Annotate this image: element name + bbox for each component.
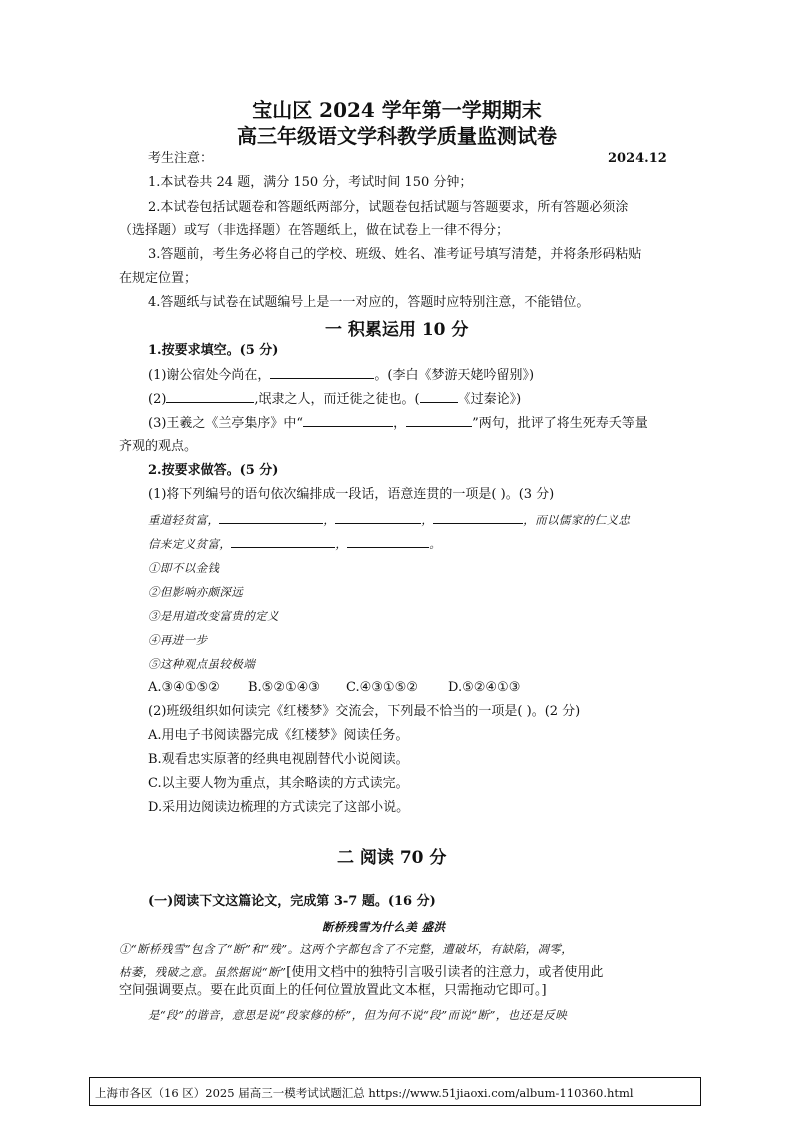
- q1-1-source: 。(李白《梦游天姥吟留别》): [374, 368, 535, 383]
- option-b: B.⑤②①④③: [248, 680, 320, 695]
- notice-item-2: 2.本试卷包括试题卷和答题纸两部分，试题卷包括试题与答题要求，所有答题必须涂: [148, 200, 629, 215]
- item-5: ⑤这种观点虽较极端: [148, 657, 256, 671]
- notice-item-1: 1.本试卷共 24 题，满分 150 分，考试时间 150 分钟；: [148, 175, 473, 190]
- blank[interactable]: [335, 512, 421, 524]
- passage-sep: ，: [335, 537, 348, 551]
- blank[interactable]: [166, 391, 254, 403]
- q1-3-sep: ，: [393, 416, 407, 431]
- item-4: ④再进一步: [148, 633, 208, 647]
- q2-title: 2.按要求做答。(5 分): [148, 463, 279, 478]
- blank[interactable]: [231, 536, 335, 548]
- q1-3: [148, 415, 648, 432]
- blank[interactable]: [433, 512, 523, 524]
- item-1: ①即不以金钱: [148, 561, 220, 575]
- passage-end: 。: [429, 537, 442, 551]
- q2-2-option-d: D.采用边阅读边梳理的方式读完了这部小说。: [148, 800, 410, 815]
- item-3: ③是用道改变富贵的定义: [148, 609, 279, 623]
- q2-2-option-b: B.观看忠实原著的经典电视剧替代小说阅读。: [148, 752, 409, 767]
- q1-title: 1.按要求填空。(5 分): [148, 343, 279, 358]
- notice-label: 考生注意：: [148, 151, 214, 166]
- reading-sub1: (一)阅读下文这篇论文，完成第 3-7 题。(16 分): [148, 894, 436, 909]
- exam-date: 2024.12: [608, 151, 667, 166]
- passage-sep: ，: [421, 513, 434, 527]
- footer-link[interactable]: 上海市各区（16 区）2025 届高三一模考试试题汇总 https://www.51jiaoxi.com/album-110360.html: [95, 1086, 634, 1100]
- notice-item-4: 4.答题纸与试卷在试题编号上是一一对应的，答题时应特别注意，不能错位。: [148, 295, 590, 310]
- textbox-placeholder[interactable]: [使用文档中的独特引言吸引读者的注意力，或者使用此: [286, 965, 604, 980]
- blank[interactable]: [406, 415, 472, 427]
- q2-2-option-a: A.用电子书阅读器完成《红楼梦》阅读任务。: [148, 728, 409, 743]
- passage-text: 重道轻贫富，: [148, 513, 220, 527]
- article-title: 断桥残雪为什么美 盛洪: [322, 920, 446, 934]
- q2-2: (2)班级组织如何读完《红楼梦》交流会，下列最不恰当的一项是( )。(2 分): [148, 704, 581, 719]
- q1-3-text: (3)王羲之《兰亭集序》中“: [148, 416, 304, 431]
- blank[interactable]: [270, 367, 374, 379]
- article-para1-line2: [119, 961, 603, 980]
- q1-1: [148, 367, 534, 384]
- exam-title-line2: 高三年级语文学科教学质量监测试卷: [237, 124, 557, 148]
- blank[interactable]: [420, 391, 458, 403]
- passage-sep: ，: [323, 513, 336, 527]
- notice-item-2-cont: （选择题）或写（非选择题）在答题纸上，做在试卷上一律不得分；: [119, 223, 510, 238]
- q1-3-cont: 齐观的观点。: [119, 439, 198, 454]
- passage-line-1: [148, 512, 630, 528]
- q2-2-option-c: C.以主要人物为重点，其余略读的方式读完。: [148, 776, 409, 791]
- option-d: D.⑤②④①③: [448, 680, 521, 695]
- option-c: C.④③①⑤②: [346, 680, 418, 695]
- q1-3-tail: ”两句，批评了将生死寿夭等量: [472, 416, 648, 431]
- exam-title-line1: 宝山区 2024 学年第一学期期末: [252, 98, 542, 122]
- passage-text: 信来定义贫富，: [148, 537, 232, 551]
- blank[interactable]: [347, 536, 429, 548]
- notice-item-3-cont: 在规定位置；: [119, 271, 198, 286]
- q1-2-num: (2): [148, 392, 167, 407]
- section2-heading: 二 阅读 70 分: [337, 848, 447, 868]
- item-2: ②但影响亦颇深远: [148, 585, 244, 599]
- textbox-placeholder-cont[interactable]: 空间强调要点。要在此页面上的任何位置放置此文本框，只需拖动它即可。]: [119, 983, 547, 998]
- q2-1: (1)将下列编号的语句依次编排成一段话，语意连贯的一项是( )。(3 分): [148, 487, 555, 502]
- article-para1-line1: ①“断桥残雪”包含了“断”和“残”。这两个字都包含了不完整，遭破坏，有缺陷，凋零，: [119, 942, 574, 956]
- section1-heading: 一 积累运用 10 分: [325, 320, 469, 340]
- blank[interactable]: [303, 415, 393, 427]
- passage-text: ，而以儒家的仁义忠: [523, 513, 631, 527]
- passage-line-2: [148, 536, 441, 552]
- q1-2: [148, 391, 521, 408]
- q1-1-text: (1)谢公宿处今尚在，: [148, 368, 271, 383]
- notice-item-3: 3.答题前，考生务必将自己的学校、班级、姓名、准考证号填写清楚，并将条形码粘贴: [148, 247, 642, 262]
- option-a: A.③④①⑤②: [148, 680, 220, 695]
- q1-2-text: ,氓隶之人，而迁徙之徒也。(: [254, 392, 420, 407]
- blank[interactable]: [219, 512, 323, 524]
- q1-2-source: 《过秦论》): [457, 392, 522, 407]
- article-para2: 是“段”的谐音，意思是说“段家修的桥”，但为何不说“段”而说“断”，也还是反映: [148, 1008, 568, 1022]
- article-text: 枯萎，残破之意。虽然据说“断”: [119, 965, 287, 979]
